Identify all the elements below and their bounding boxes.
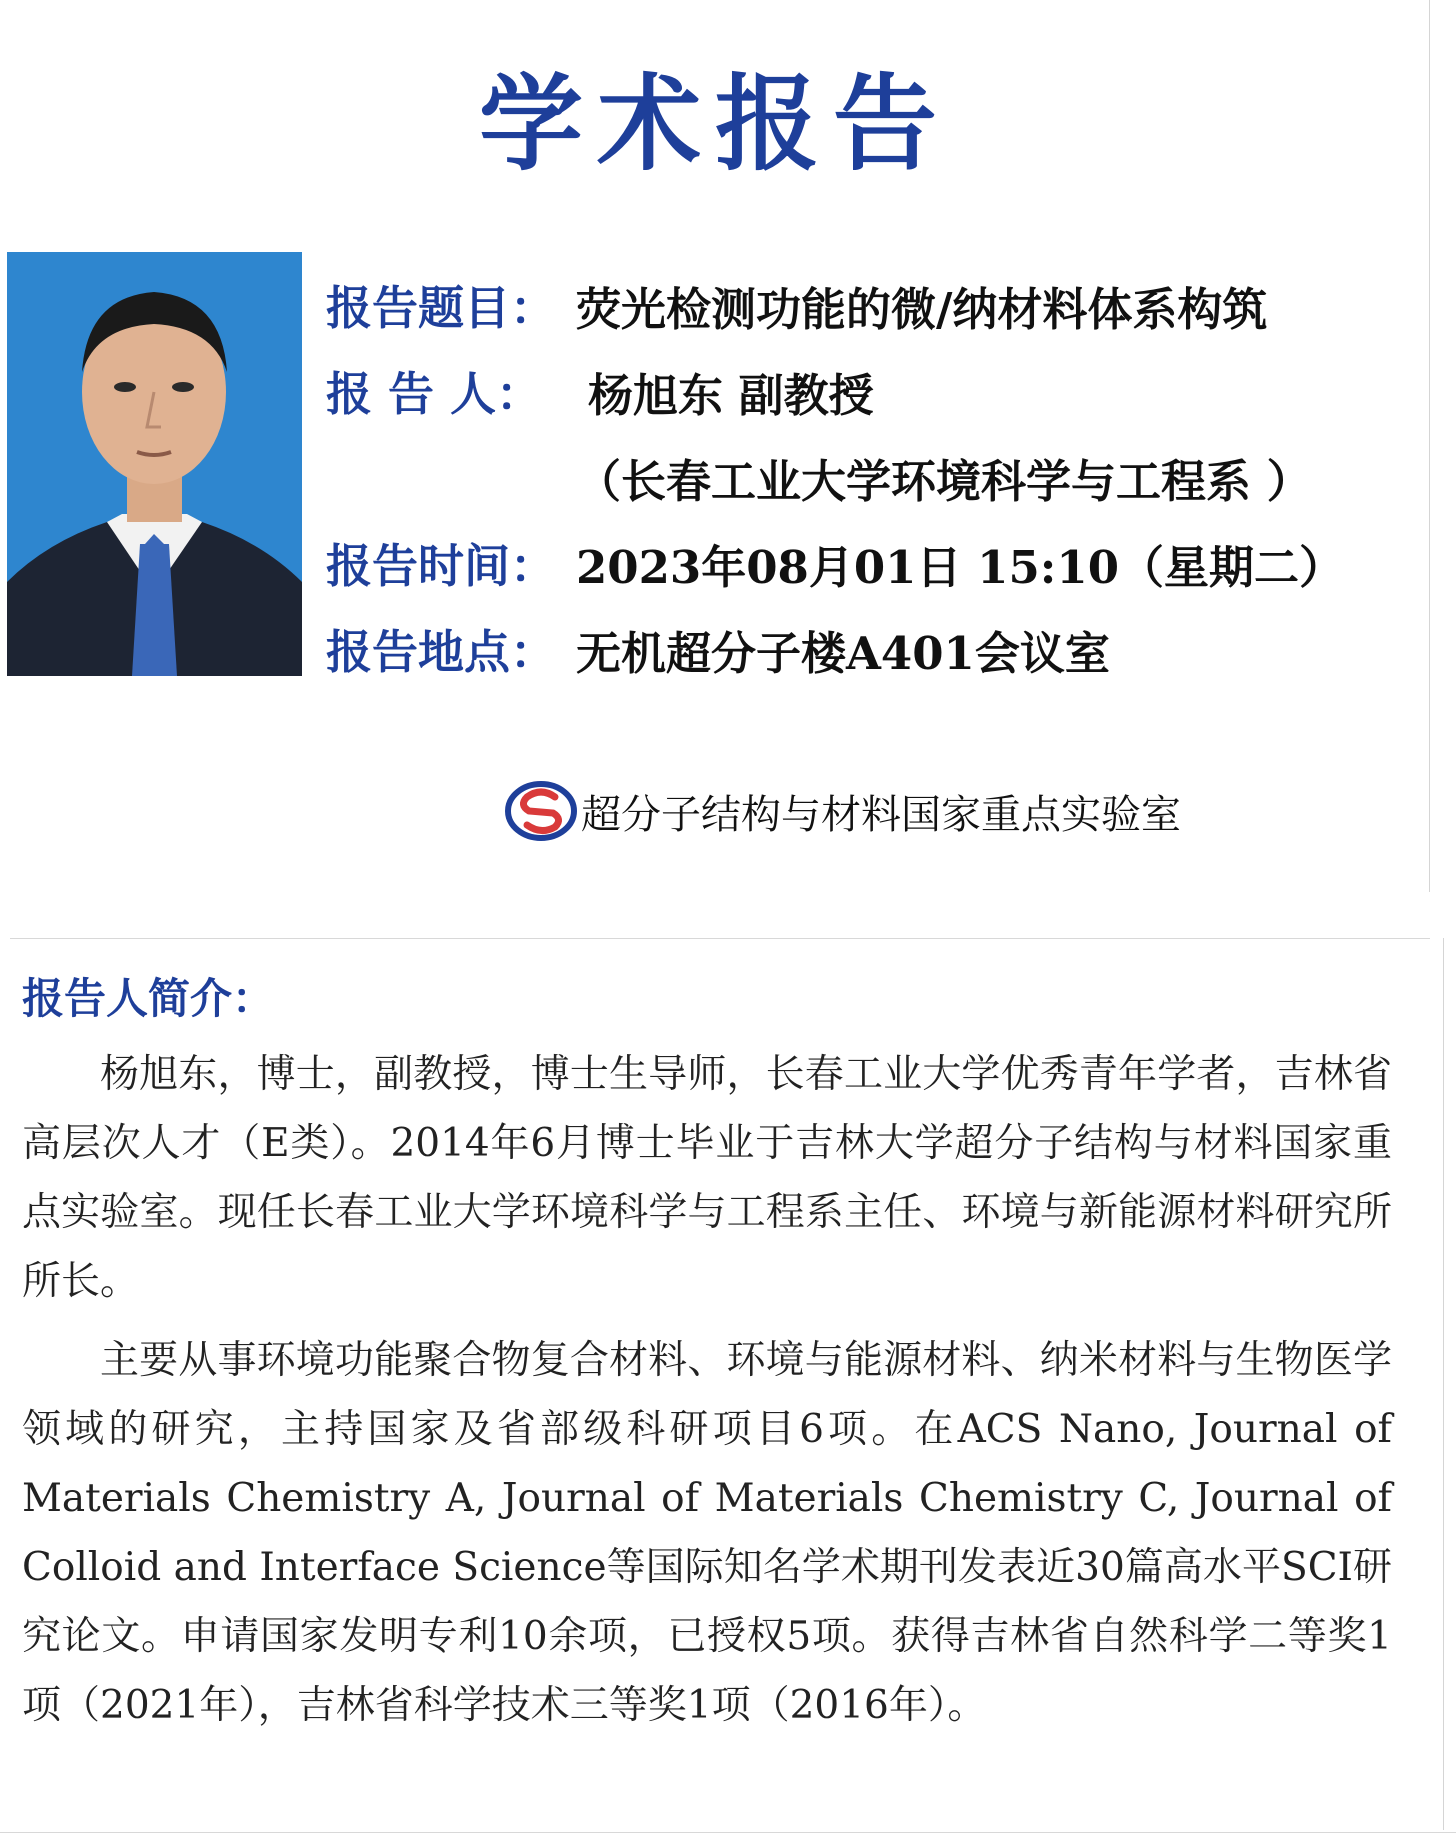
lab-logo-icon bbox=[505, 779, 577, 843]
place-value: 无机超分子楼A401会议室 bbox=[576, 626, 1110, 680]
report-info bbox=[326, 262, 1426, 692]
time-row bbox=[326, 520, 1426, 606]
bio-paragraph: 杨旭东，博士，副教授，博士生导师，长春工业大学优秀青年学者，吉林省高层次人才（E类）。2014年6月博士毕业于吉林大学超分子结构与材料国家重点实验室。现任长春工业大学环境科学与工程系主任、环境与新能源材料研究所所长。 bbox=[22, 1052, 1392, 1304]
place-row bbox=[326, 606, 1426, 692]
divider bbox=[10, 938, 1430, 939]
time-label: 报告时间： bbox=[326, 539, 556, 593]
divider bbox=[0, 1832, 1456, 1833]
topic-value: 荧光检测功能的微/纳材料体系构筑 bbox=[576, 282, 1268, 336]
affiliation-row bbox=[326, 434, 1426, 520]
organizer bbox=[505, 778, 1181, 844]
speaker-label: 报 告 人： bbox=[326, 367, 543, 421]
place-label: 报告地点： bbox=[326, 625, 556, 679]
topic-row bbox=[326, 262, 1426, 348]
time-value: 2023年08月01日 15:10（星期二） bbox=[576, 540, 1345, 594]
page-title: 学术报告 bbox=[478, 63, 951, 185]
divider bbox=[1429, 0, 1430, 892]
affiliation-value: （长春工业大学环境科学与工程系 ） bbox=[576, 454, 1312, 508]
bio-section bbox=[22, 1040, 1392, 1750]
speaker-value: 杨旭东 副教授 bbox=[588, 368, 874, 422]
organizer-name: 超分子结构与材料国家重点实验室 bbox=[581, 791, 1181, 838]
speaker-row bbox=[326, 348, 1426, 434]
bio-paragraph: 主要从事环境功能聚合物复合材料、环境与能源材料、纳米材料与生物医学领域的研究，主持国家及省部级科研项目6项。在ACS Nano, Journal of Materials Chemistry A, Journal of Materials Chemistry C, Journal of Colloid and Interface Science等国际知名学术期刊发表近30篇高水平SCI研究论文。申请国家发明专利10余项，已授权5项。获得吉林省自然科学二等奖1项（2021年），吉林省科学技术三等奖1项（2016年）。 bbox=[22, 1338, 1392, 1728]
bio-heading: 报告人简介： bbox=[22, 974, 275, 1023]
topic-label: 报告题目： bbox=[326, 281, 556, 335]
divider bbox=[1443, 938, 1444, 1830]
speaker-photo bbox=[7, 252, 302, 676]
